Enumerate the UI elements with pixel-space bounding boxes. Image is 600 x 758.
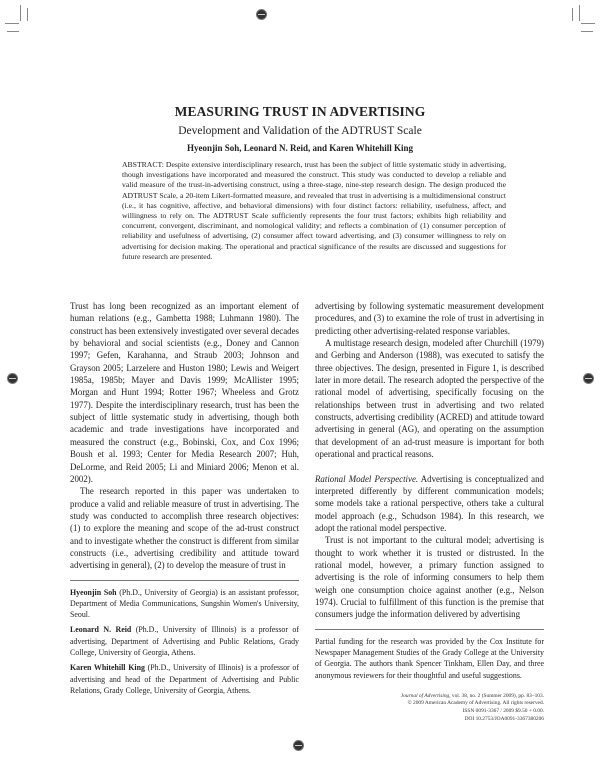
footnote-rule (315, 629, 544, 630)
author-note: Leonard N. Reid (Ph.D., University of Illinois) is a professor of advertising, Department of Advertising and Public Relations, Grady College, University of Georgia, Athens. (70, 625, 299, 658)
author-note: Karen Whitehill King (Ph.D., University of Illinois) is a professor of advertising and head of the Department of Advertising and Public Relations, Grady College, University of Georgia, Athens. (70, 663, 299, 695)
author-note: Hyeonjin Soh (Ph.D., University of Georgia) is an assistant professor, Department of Media Communications, Sungshin Women's University, Seoul. (70, 587, 299, 620)
columns (70, 300, 544, 723)
copyright: © 2009 American Academy of Advertising. All rights reserved. (407, 700, 544, 707)
doi: DOI 10.2753/JOA0091-3367380206 (464, 715, 544, 722)
registration-mark-icon (583, 373, 594, 384)
body-paragraph: The research reported in this paper was undertaken to produce a valid and reliable measure of trust in advertising. The study was conducted to accomplish three research objectives: (1) to explore the meaning and scope of the ad-trust construct and to investigate whether the construct is different from similar constructs (i.e., advertising credibility and attitude toward advertising in general), (2) to develop the measure of trust in (70, 486, 299, 571)
registration-mark-icon (293, 740, 304, 751)
abstract (122, 160, 506, 262)
abstract-text: Despite extensive interdisciplinary research, trust has been the subject of little systematic study in advertising, though investigations have incorporated and measured the construct. This study was conducted to develop a reliable and valid measure of the trust-in-advertising construct, using a three-stage, nine-step research design. The design produced the ADTRUST Scale, a 20-item Likert-formatted measure, and revealed that trust in advertising is a multidimensional construct (i.e., it has cognitive, affective, and behavioral dimensions) with four distinct factors: reliability, usefulness, affect, and willingness to rely on. The ADTRUST Scale sufficiently represents the four trust factors; exhibits high reliability and concurrent, convergent, discriminant, and nomological validity; and reflects a combination of (1) consumer perception of reliability and usefulness of advertising, (2) consumer affect toward advertising, and (3) consumer willingness to rely on advertising for decision making. The operational and practical significance of the results are discussed and suggestions for future research are presented. (122, 160, 506, 261)
registration-mark-icon (7, 373, 18, 384)
body-paragraph: Trust is not important to the cultural model; advertising is thought to work whether it is trusted or distrusted. In the rational model, however, a primary function assigned to advertising is the role of informing consumers to help them weigh one consumption choice against another (e.g., Nelson 1974). Crucial to fulfillment of this function is the premise that consumers judge the information delivered by advertising (315, 535, 544, 620)
section-text: Advertising is conceptualized and interpreted differently by different communication models; some models take a rational perspective, others take a cultural model approach (e.g., Schudson 1984). In this research, we adopt the rational model perspective. (315, 473, 544, 533)
section-paragraph (315, 473, 544, 535)
article-subtitle: Development and Validation of the ADTRUST Scale (178, 125, 422, 137)
body-paragraph: A multistage research design, modeled after Churchill (1979) and Gerbing and Anderson (1988), was executed to satisfy the three objectives. The design, presented in Figure 1, is described later in more detail. The research adopted the perspective of the rational model of advertising, specifically focusing on the relationships between trust in advertising and two related constructs, advertising credibility (ACRED) and attitude toward advertising in general (AG), and operating on the assumption that development of an ad-trust measure is important for both operational and practical reasons. (315, 338, 544, 460)
left-column-body (70, 300, 299, 572)
article-title: MEASURING TRUST IN ADVERTISING (174, 104, 426, 119)
issn: ISSN 0091-3367 / 2009 $9.50 + 0.00. (462, 708, 544, 714)
abstract-label: ABSTRACT: (122, 160, 164, 169)
registration-mark-icon (256, 9, 267, 20)
author-notes (70, 587, 299, 701)
section-heading: Rational Model Perspective. (315, 473, 419, 484)
journal-info (315, 693, 544, 723)
journal-name: Journal of Advertising (400, 692, 450, 699)
body-paragraph: advertising by following systematic measurement development procedures, and (3) to examine the role of trust in advertising in predicting other advertising-related response variables. (315, 301, 544, 336)
journal-citation: , vol. 38, no. 2 (Summer 2009), pp. 83–103. (449, 692, 544, 699)
body-paragraph: Trust has long been recognized as an important element of human relations (e.g., Gambetta 1988; Luhmann 1980). The construct has been extensively investigated over several decades by behavioral and social scientists (e.g., Doney and Cannon 1997; Gefen, Karahanna, and Straub 2003; Johnson and Grayson 2005; Larzelere and Huston 1980; Lewis and Weigert 1985a, 1985b; Mayer and Davis 1999; McAllister 1995; Morgan and Hunt 1994; Rotter 1967; Wheeless and Grotz 1977). Despite the interdisciplinary research, trust has been the subject of little systematic study in advertising, though both academic and trade investigations have incorporated and measured the construct (e.g., Bobinski, Cox, and Cox 1996; Boush et al. 1993; Center for Media Research 2007; Huh, DeLorme, and Reid 2005; Li and Miniard 2006; Menon et al. 2002). (70, 301, 299, 484)
left-column (70, 300, 299, 723)
right-column (315, 300, 544, 723)
footnote-rule (70, 580, 299, 581)
article-authors: Hyeonjin Soh, Leonard N. Reid, and Karen Whitehill King (187, 143, 413, 153)
right-column-body (315, 300, 544, 621)
funding-note: Partial funding for the research was provided by the Cox Institute for Newspaper Management Studies of the Grady College at the University of Georgia. The authors thank Spencer Tinkham, Ellen Day, and three anonymous reviewers for their thoughtful and useful suggestions. (315, 636, 544, 680)
